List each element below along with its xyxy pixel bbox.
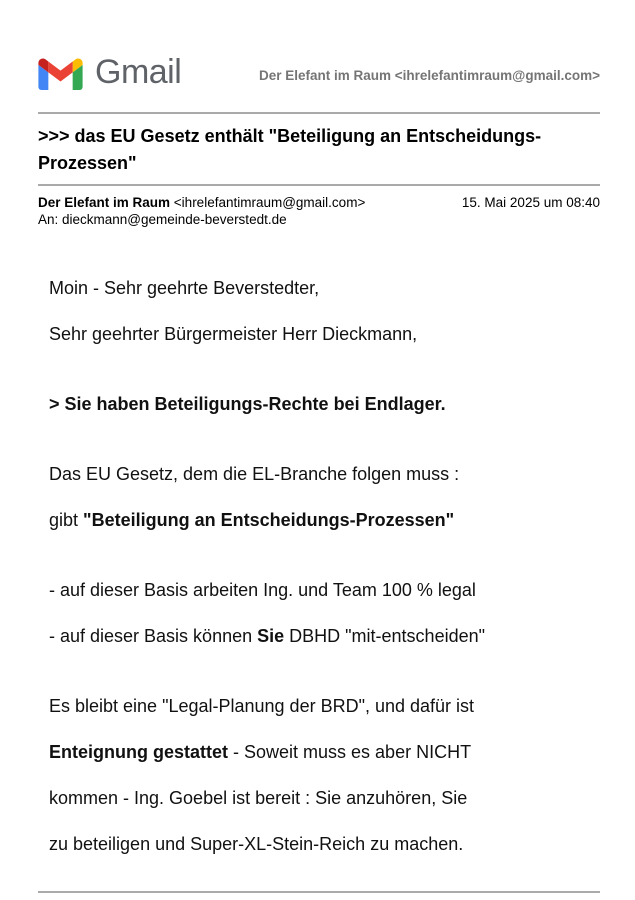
body-text: Das EU Gesetz, dem die EL-Branche folgen muss : [49, 464, 460, 484]
body-line [49, 775, 600, 821]
body-line [49, 821, 600, 867]
body-text: Sie [257, 626, 285, 646]
meta-from-row [38, 194, 600, 211]
body-line [49, 729, 600, 775]
body-line [49, 683, 600, 729]
body-text: - Soweit muss es aber NICHT [228, 742, 472, 762]
separator-top [38, 112, 600, 114]
separator-bottom [38, 891, 600, 893]
separator-subject [38, 184, 600, 186]
body-text: gibt [49, 510, 84, 530]
body-text: > Sie haben Beteiligungs-Rechte bei Endlager. [49, 394, 446, 414]
body-text: Enteignung gestattet [49, 742, 228, 762]
from-email: <ihrelefantimraum@gmail.com> [170, 195, 366, 210]
body-text: "Beteiligung an Entscheidungs-Prozessen" [83, 510, 455, 530]
date-sent: 15. Mai 2025 um 08:40 [461, 195, 600, 210]
body-text: Moin - Sehr geehrte Beverstedter, [49, 278, 320, 298]
email-subject: >>> das EU Gesetz enthält "Beteiligung an Entscheidungs-Prozessen" [38, 126, 542, 173]
from-field [38, 194, 365, 211]
from-name: Der Elefant im Raum [38, 195, 171, 210]
body-line [49, 311, 600, 357]
body-line [49, 381, 600, 427]
body-text: kommen - Ing. Goebel ist bereit : Sie anzuhören, Sie [49, 788, 468, 808]
email-body [49, 265, 600, 867]
body-text: zu beteiligen und Super-XL-Stein-Reich zu machen. [49, 834, 464, 854]
header [38, 0, 600, 90]
body-text: DBHD "mit-entscheiden" [284, 626, 486, 646]
body-line [49, 265, 600, 311]
gmail-logo [38, 53, 181, 92]
body-text: Sehr geehrter Bürgermeister Herr Dieckmann, [49, 324, 418, 344]
content-column [38, 0, 600, 867]
email-meta [38, 194, 600, 228]
body-text: Es bleibt eine "Legal-Planung der BRD", und dafür ist [49, 696, 475, 716]
to-field: An: dieckmann@gemeinde-beverstedt.de [38, 212, 287, 227]
body-line [49, 497, 600, 543]
body-line [49, 451, 600, 497]
gmail-wordmark: Gmail [95, 53, 182, 91]
body-text: - auf dieser Basis können [49, 626, 258, 646]
body-line [49, 567, 600, 613]
gmail-m-icon [38, 56, 83, 90]
body-text: - auf dieser Basis arbeiten Ing. und Team 100 % legal [49, 580, 476, 600]
body-line [49, 613, 600, 659]
account-identity: Der Elefant im Raum <ihrelefantimraum@gmail.com> [258, 68, 600, 83]
